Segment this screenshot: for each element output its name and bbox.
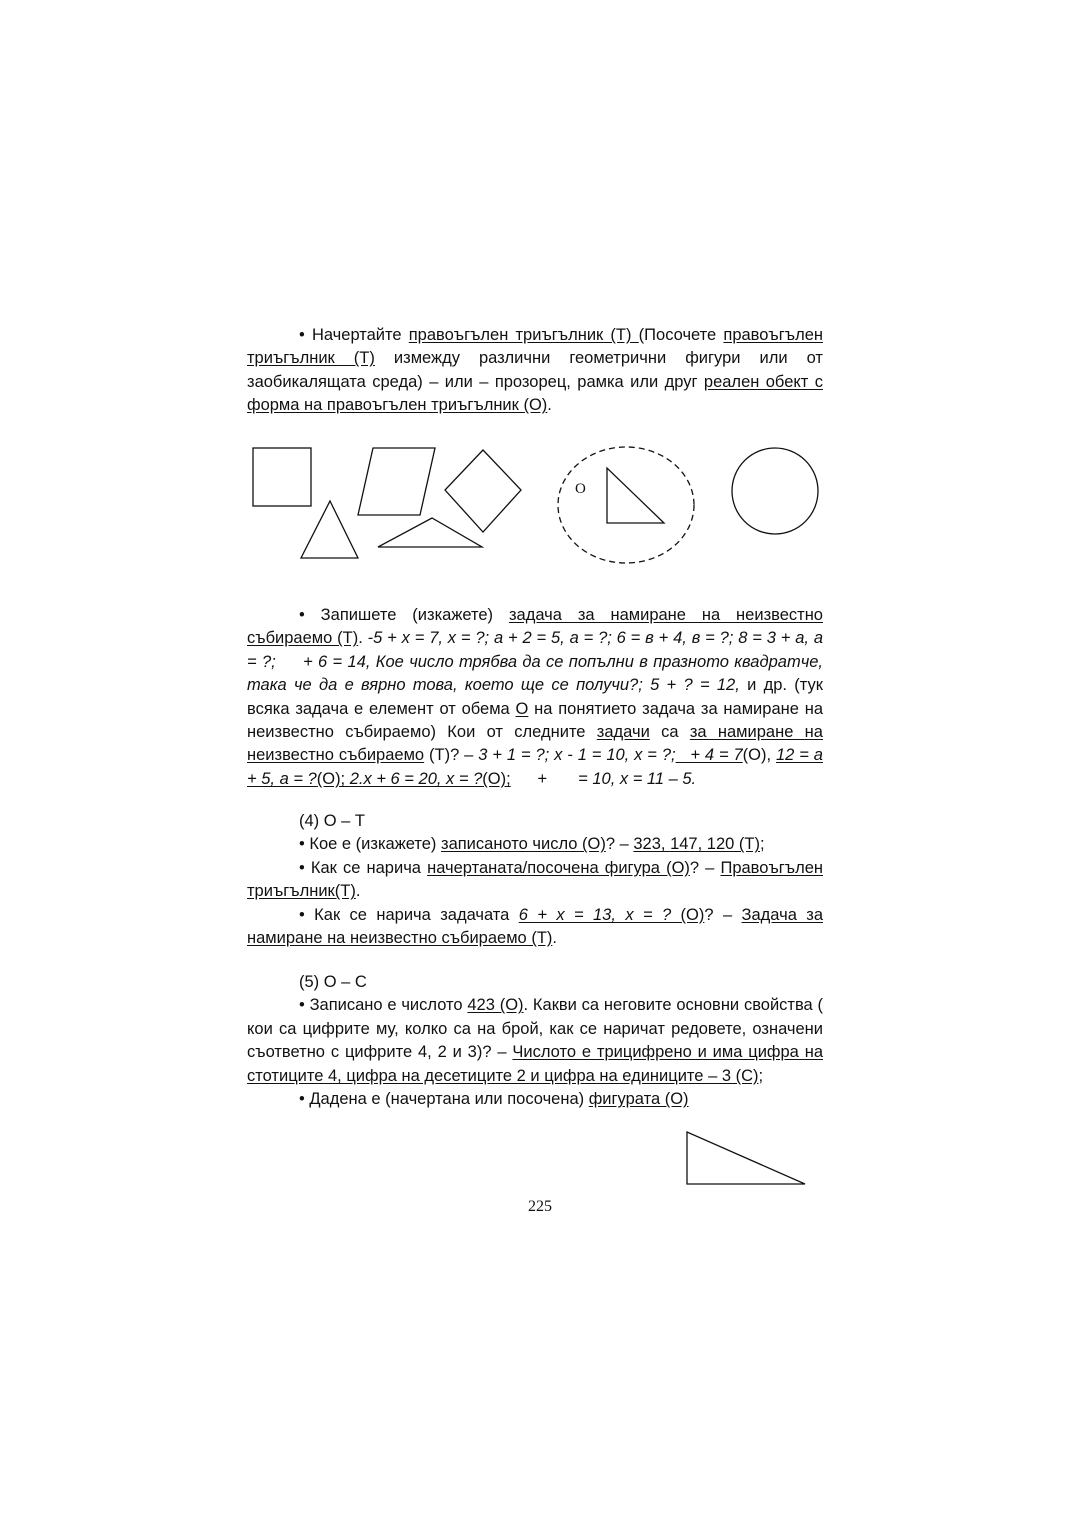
bullet-item: [247, 994, 823, 1088]
right-triangle-shape: [687, 1132, 805, 1184]
underlined-term: начертаната/посочена фигура (О): [427, 858, 690, 877]
text-run: • Как се нарича: [299, 858, 428, 877]
circle-shape: [732, 448, 818, 534]
italic-examples: + 6 = 14, Кое число трябва да се попълни в празното квадратче, така че да е вярно това, което ще се получи?; 5 + ? = 12,: [247, 652, 823, 695]
text-run: са: [649, 723, 690, 742]
text-run: (О),: [742, 746, 772, 765]
underlined-term: записаното число (О): [441, 835, 606, 854]
text-run: .: [355, 882, 361, 901]
section-heading: (4) О – Т: [299, 812, 366, 830]
italic-examples: -5 + x = 7, x = ?; a + 2 = 5, a = ?; 6 = в + 4, в = ?; 8 = 3 + a, a = ?;: [247, 629, 824, 671]
o-label: О: [575, 481, 586, 497]
text-run: измежду различни геометрични фигури или от заобикалящата среда) – или – прозорец, рамка или друг: [247, 349, 823, 391]
underlined-term: реален обект с форма на правоъгълен триъгълник (О): [247, 372, 823, 415]
triangle-shape: [301, 501, 358, 558]
italic-examples: 3 + 1 = ?; x - 1 = 10, x = ?;: [478, 746, 676, 765]
paragraph-draw-triangle: [247, 324, 823, 418]
italic-examples: +: [532, 769, 552, 788]
text-run: (О);: [482, 769, 511, 788]
text-run: .: [358, 629, 368, 648]
underlined-term: фигурата (О): [588, 1090, 689, 1109]
text-run: • Дадена е (начертана или посочена): [299, 1090, 589, 1109]
italic-examples: = 10, x = 11 – 5.: [573, 769, 697, 788]
text-run: .: [547, 396, 552, 415]
paragraph-unknown-addend: [247, 604, 823, 791]
section-4: [247, 810, 823, 950]
dashed-ellipse: [558, 447, 694, 563]
underlined-term: Задача за намиране на неизвестно събираемо (Т): [247, 905, 824, 948]
text-run: ? –: [605, 835, 634, 854]
underlined-term: правоъгълен триъгълник (Т): [247, 326, 823, 368]
text-run: • Запишете (изкажете): [299, 606, 509, 624]
underlined-example: 6 + x = 13, x = ?: [518, 905, 681, 924]
underlined-example: + 4 = 7: [675, 746, 743, 765]
underlined-term: Правоъгълен триъгълник(Т): [247, 858, 823, 901]
section-heading: (5) О – С: [299, 973, 367, 991]
text-run: (Посочете: [638, 326, 724, 344]
text-run: • Как се нарича задачата: [299, 905, 519, 924]
text-run: . Какви са неговите основни свойства ( кои са цифрите му, колко са на брой, как се наричат редовете, означени съответно с цифрите 4, 2 и 3)? –: [247, 996, 824, 1062]
text-run: (Т)? –: [424, 746, 479, 765]
underlined-term: правоъгълен триъгълник (Т): [408, 326, 639, 344]
underlined-example: 2.x + 6 = 20, x = ?: [349, 769, 483, 788]
right-triangle-shape: [607, 468, 664, 523]
bullet-item: [247, 833, 823, 856]
shapes-figure: [240, 440, 840, 580]
parallelogram-shape: [358, 448, 435, 515]
underlined-term: (О): [680, 905, 705, 924]
underlined-term: 323, 147, 120 (Т): [633, 835, 760, 854]
text-run: • Начертайте: [299, 326, 409, 344]
bullet-item: [247, 904, 823, 951]
rhombus-shape: [445, 450, 521, 532]
underlined-term: задачи: [596, 723, 650, 742]
text-run: (О);: [316, 769, 350, 788]
bullet-item: [247, 857, 823, 904]
underlined-term: 423 (О): [467, 996, 524, 1015]
text-run: ? –: [704, 905, 742, 924]
section-5: [247, 971, 823, 1111]
page-number: 225: [528, 1198, 552, 1215]
underlined-term: за намиране на неизвестно събираемо: [247, 723, 823, 765]
bullet-item: [247, 1088, 823, 1111]
text-run: .: [552, 929, 557, 948]
text-run: • Кое е (изкажете): [299, 835, 441, 854]
underlined-term: задача за намиране на неизвестно събираемо (Т): [247, 606, 823, 648]
underlined-term: О: [515, 699, 529, 718]
right-triangle-figure: [680, 1128, 820, 1192]
text-run: на понятието задача за намиране на неизвестно събираемо) Кои от следните: [247, 699, 823, 742]
text-run: и др. (тук всяка задача е елемент от обема: [247, 676, 823, 718]
underlined-example: 12 = a + 5, a = ?: [247, 746, 823, 788]
square-shape: [253, 448, 311, 506]
text-run: ;: [758, 1066, 764, 1085]
text-run: ? –: [689, 858, 721, 877]
text-run: ;: [759, 835, 765, 854]
text-run: • Записано е числото: [299, 996, 468, 1015]
obtuse-triangle-shape: [378, 518, 482, 547]
underlined-term: Числото е трицифрено и има цифра на стотиците 4, цифра на десетиците 2 и цифра на единиците – 3 (С): [247, 1043, 823, 1085]
